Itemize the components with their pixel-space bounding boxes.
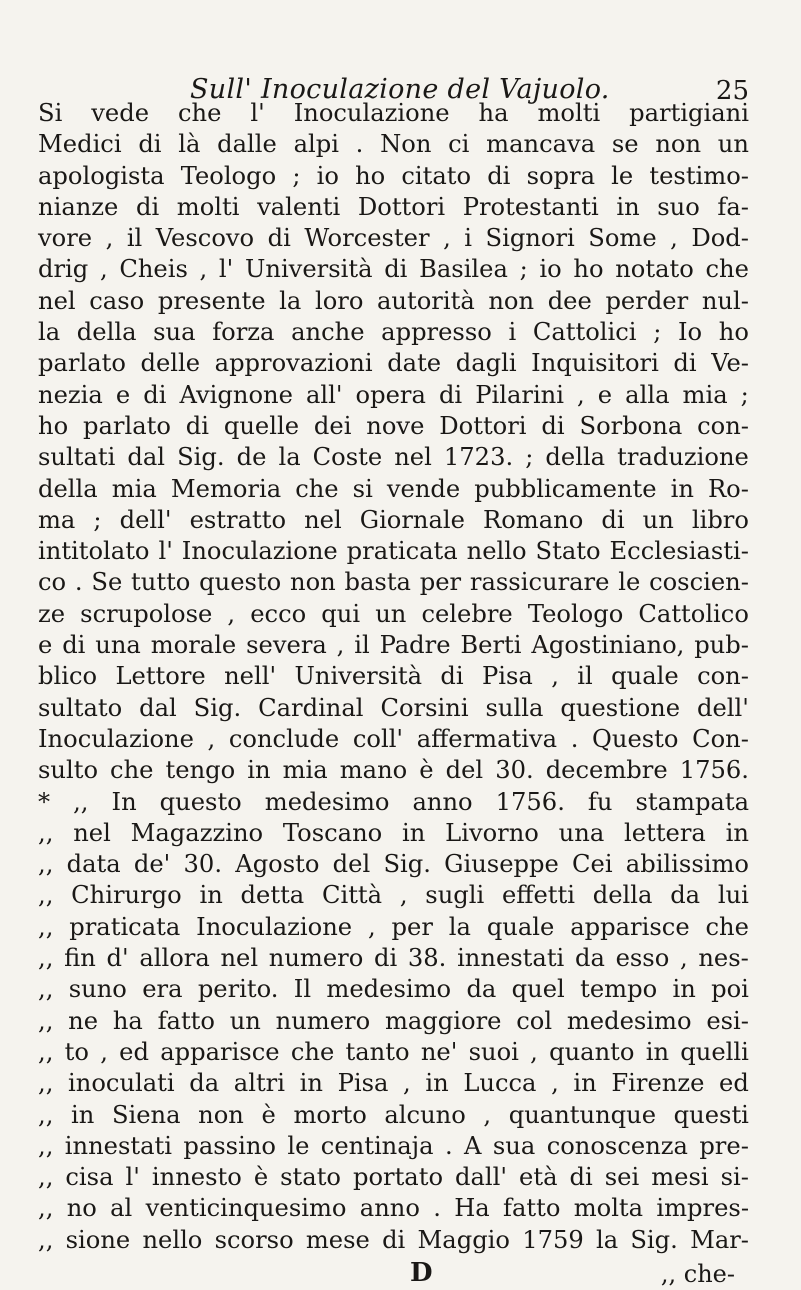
text-line: ho parlato di quelle dei nove Dottori di Sorbona con-: [38, 411, 749, 440]
text-line: ,, no al venticinquesimo anno . Ha fatto molta impres-: [38, 1194, 749, 1223]
text-line: nianze di molti valenti Dottori Protestanti in suo fa-: [38, 192, 749, 221]
text-line: Si vede che l' Inoculazione ha molti partigiani: [38, 99, 749, 127]
text-line: ,, fin d' allora nel numero di 38. innestati da esso , nes-: [38, 944, 749, 973]
text-line: co . Se tutto questo non basta per rassicurare le coscien-: [38, 568, 749, 597]
catchword: ,, che-: [660, 1259, 735, 1288]
text-line: parlato delle approvazioni date dagli Inquisitori di Ve-: [38, 349, 749, 378]
text-line: la della sua forza anche appresso i Cattolici ; Io ho: [38, 318, 749, 347]
text-line: drig , Cheis , l' Università di Basilea ; io ho notato che: [38, 255, 749, 284]
text-line: ,, nel Magazzino Toscano in Livorno una lettera in: [38, 818, 749, 847]
text-line: sultati dal Sig. de la Coste nel 1723. ; della traduzione: [38, 443, 749, 472]
text-line: ,, in Siena non è morto alcuno , quantunque questi: [38, 1100, 749, 1129]
page-header: [38, 58, 749, 106]
text-line: e di una morale severa , il Padre Berti Agostiniano, pub-: [38, 631, 749, 660]
text-line: ,, ne ha fatto un numero maggiore col medesimo esi-: [38, 1006, 749, 1035]
text-line: sultato dal Sig. Cardinal Corsini sulla questione dell': [38, 693, 749, 722]
text-line: ,, innestati passino le centinaja . A sua conoscenza pre-: [38, 1131, 749, 1160]
text-line: intitolato l' Inoculazione praticata nello Stato Ecclesiasti-: [38, 537, 749, 566]
text-line: ,, sione nello scorso mese di Maggio 1759 la Sig. Mar-: [38, 1225, 749, 1254]
text-line: ,, cisa l' innesto è stato portato dall' età di sei mesi si-: [38, 1163, 749, 1192]
text-line: * ,, In questo medesimo anno 1756. fu stampata: [38, 787, 749, 816]
text-line: ,, to , ed apparisce che tanto ne' suoi , quanto in quelli: [38, 1037, 749, 1066]
text-line: ma ; dell' estratto nel Giornale Romano di un libro: [38, 505, 749, 534]
text-line: sulto che tengo in mia mano è del 30. decembre 1756.: [38, 756, 749, 785]
running-title: Sull' Inoculazione del Vajuolo.: [190, 74, 610, 105]
text-line: Inoculazione , conclude coll' affermativa . Questo Con-: [38, 724, 749, 753]
text-line: blico Lettore nell' Università di Pisa , il quale con-: [38, 662, 749, 691]
signature-mark: D: [410, 1257, 433, 1288]
text-line: nezia e di Avignone all' opera di Pilarini , e alla mia ;: [38, 380, 749, 409]
text-line: ,, data de' 30. Agosto del Sig. Giuseppe Cei abilissimo: [38, 850, 749, 879]
text-line: ,, suno era perito. Il medesimo da quel tempo in poi: [38, 975, 749, 1004]
text-line: ,, praticata Inoculazione , per la quale apparisce che: [38, 912, 749, 941]
page-number: 25: [715, 76, 749, 106]
text-line: vore , il Vescovo di Worcester , i Signori Some , Dod-: [38, 224, 749, 253]
text-line: Medici di là dalle alpi . Non ci mancava se non un: [38, 130, 749, 159]
text-line: ze scrupolose , ecco qui un celebre Teologo Cattolico: [38, 599, 749, 628]
text-line: nel caso presente la loro autorità non dee perder nul-: [38, 286, 749, 315]
text-line: ,, Chirurgo in detta Città , sugli effetti della da lui: [38, 881, 749, 910]
text-line: ,, inoculati da altri in Pisa , in Lucca , in Firenze ed: [38, 1069, 749, 1098]
text-line: della mia Memoria che si vende pubblicamente in Ro-: [38, 474, 749, 503]
page-footer: [38, 1258, 749, 1290]
text-line: apologista Teologo ; io ho citato di sopra le testimo-: [38, 161, 749, 190]
body-text: [38, 98, 749, 1256]
